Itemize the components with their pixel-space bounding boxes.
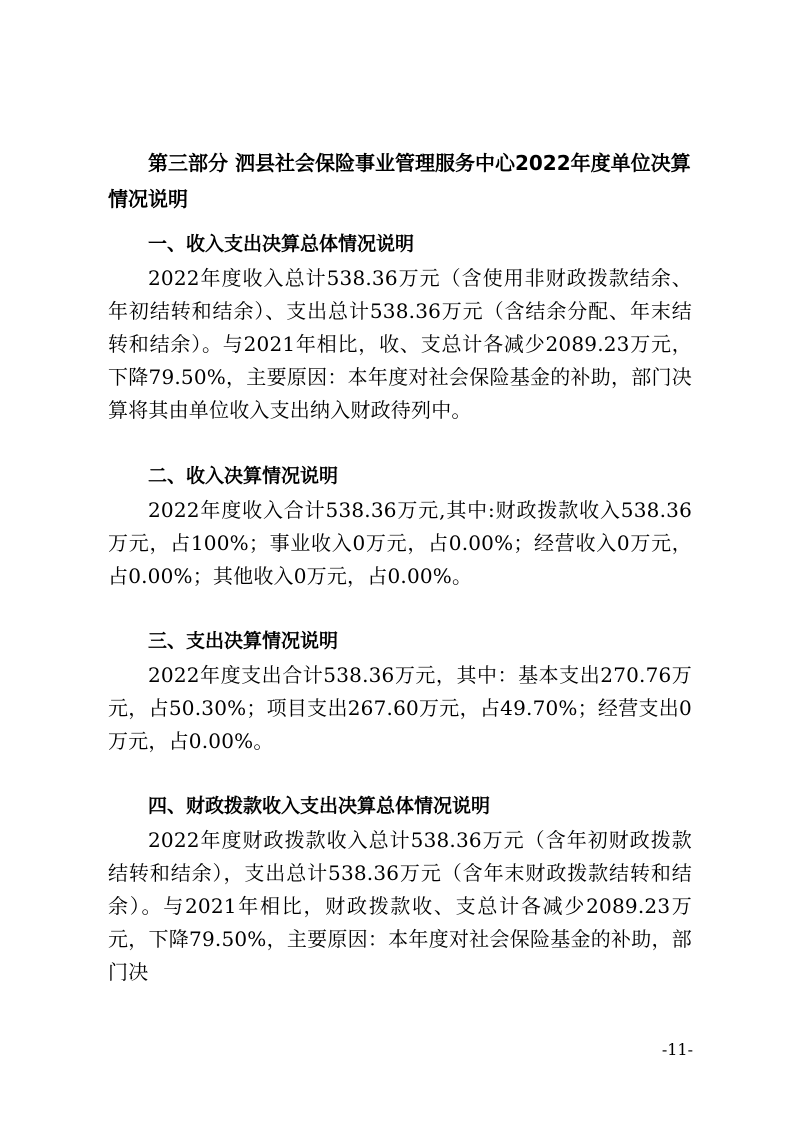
section-paragraph-1: 2022年度收入总计538.36万元（含使用非财政拨款结余、年初结转和结余）、支出总计538.36万元（含结余分配、年末结转和结余）。与2021年相比，收、支总计各减少2089.23万元，下降79.50%，主要原因：本年度对社会保险基金的补助，部门决算将其由单位收入支出纳入财政待列中。 bbox=[108, 266, 692, 422]
section-paragraph-3: 2022年度支出合计538.36万元，其中：基本支出270.76万元，占50.30%；项目支出267.60万元，占49.70%；经营支出0万元，占0.00%。 bbox=[108, 663, 692, 753]
section-heading-1: 一、收入支出决算总体情况说明 bbox=[148, 233, 415, 255]
section-heading-3: 三、支出决算情况说明 bbox=[148, 630, 339, 652]
section-heading-2: 二、收入决算情况说明 bbox=[148, 465, 339, 487]
page-title: 第三部分 泗县社会保险事业管理服务中心2022年度单位决算情况说明 bbox=[108, 151, 691, 211]
section-paragraph-4: 2022年度财政拨款收入总计538.36万元（含年初财政拨款结转和结余），支出总计538.36万元（含年末财政拨款结转和结余）。与2021年相比，财政拨款收、支总计各减少2089.23万元，下降79.50%，主要原因：本年度对社会保险基金的补助，部门决 bbox=[108, 828, 692, 984]
section-paragraph-2: 2022年度收入合计538.36万元,其中:财政拨款收入538.36万元，占100%；事业收入0万元，占0.00%；经营收入0万元，占0.00%；其他收入0万元，占0.00%。 bbox=[108, 498, 692, 588]
page-number: -11- bbox=[661, 1040, 693, 1059]
section-heading-4: 四、财政拨款收入支出决算总体情况说明 bbox=[148, 795, 491, 817]
